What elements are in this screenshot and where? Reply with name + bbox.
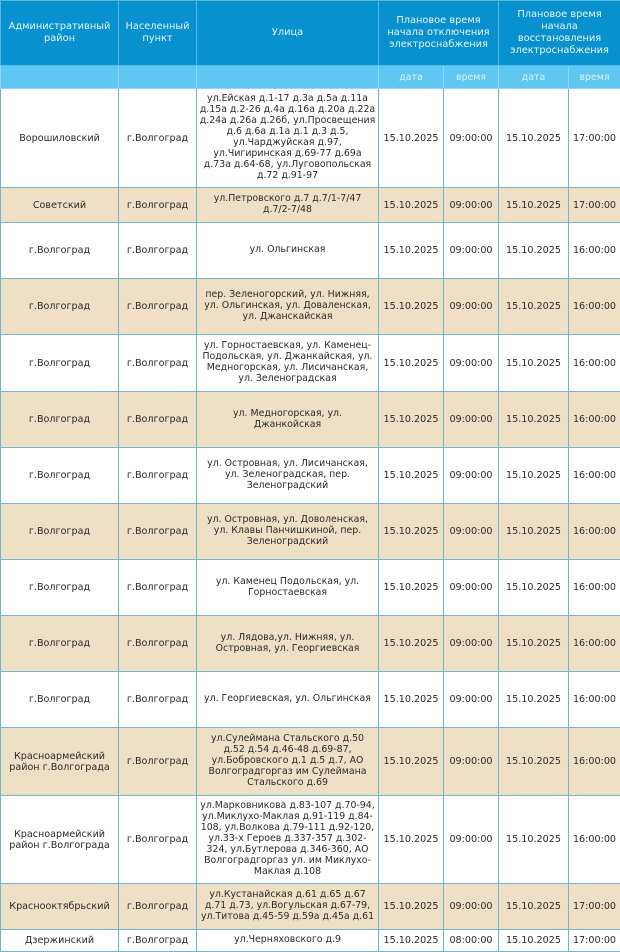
cell-street: ул. Медногорская, ул. Джанкойская (197, 392, 379, 448)
cell-off-date: 15.10.2025 (379, 448, 444, 504)
cell-off-date: 15.10.2025 (379, 796, 444, 884)
cell-on-time: 16:00:00 (569, 504, 620, 560)
cell-district: Красноармейский район г.Волгограда (1, 796, 119, 884)
cell-off-time: 09:00:00 (444, 560, 499, 616)
cell-district: Краснооктябрьский (1, 884, 119, 930)
subheader-date: дата (379, 66, 444, 89)
header-district: Административный район (1, 1, 119, 66)
table-row (1, 884, 620, 930)
cell-off-time: 09:00:00 (444, 796, 499, 884)
subheader-empty (197, 66, 379, 89)
cell-on-time: 16:00:00 (569, 335, 620, 392)
cell-off-time: 08:00:00 (444, 930, 499, 952)
cell-city: г.Волгоград (119, 335, 197, 392)
cell-off-date: 15.10.2025 (379, 188, 444, 223)
subheader-empty (119, 66, 197, 89)
cell-off-date: 15.10.2025 (379, 392, 444, 448)
table-row (1, 728, 620, 796)
table-row (1, 504, 620, 560)
table-row (1, 335, 620, 392)
cell-on-time: 16:00:00 (569, 616, 620, 672)
cell-district: г.Волгоград (1, 504, 119, 560)
cell-on-time: 16:00:00 (569, 392, 620, 448)
cell-off-date: 15.10.2025 (379, 728, 444, 796)
cell-on-date: 15.10.2025 (499, 504, 569, 560)
cell-on-time: 16:00:00 (569, 223, 620, 279)
cell-city: г.Волгоград (119, 616, 197, 672)
table-row (1, 930, 620, 952)
cell-off-time: 09:00:00 (444, 448, 499, 504)
table-row (1, 223, 620, 279)
cell-off-time: 09:00:00 (444, 504, 499, 560)
header-street: Улица (197, 1, 379, 66)
subheader-row (1, 66, 620, 89)
cell-off-date: 15.10.2025 (379, 884, 444, 930)
cell-on-date: 15.10.2025 (499, 89, 569, 188)
cell-on-date: 15.10.2025 (499, 335, 569, 392)
cell-on-time: 16:00:00 (569, 448, 620, 504)
cell-district: г.Волгоград (1, 448, 119, 504)
cell-on-time: 16:00:00 (569, 728, 620, 796)
cell-on-date: 15.10.2025 (499, 223, 569, 279)
cell-city: г.Волгоград (119, 279, 197, 335)
cell-district: Дзержинский (1, 930, 119, 952)
cell-on-time: 17:00:00 (569, 188, 620, 223)
cell-on-time: 16:00:00 (569, 796, 620, 884)
cell-off-time: 09:00:00 (444, 89, 499, 188)
cell-on-date: 15.10.2025 (499, 392, 569, 448)
subheader-time: время (444, 66, 499, 89)
cell-street: ул.Ейская д.1-17 д.3а д.5а д.11а д.15а д.2-26 д.4а д.16а д.20а д.22а д.24а д.26а д.26б, ул.Просвещения д.6 д.6а д.1а д.1 д.3 д.5, ул.Чарджуйская д.97, ул.Чигиринская д.69-77 д.69а д.73а д.64-68, ул.Луговопольская д.72 д.91-97 (197, 89, 379, 188)
cell-off-time: 09:00:00 (444, 616, 499, 672)
cell-street: ул.Черняховского д.9 (197, 930, 379, 952)
subheader-date: дата (499, 66, 569, 89)
cell-off-date: 15.10.2025 (379, 89, 444, 188)
cell-off-date: 15.10.2025 (379, 504, 444, 560)
cell-district: г.Волгоград (1, 335, 119, 392)
table-row (1, 672, 620, 728)
table-row (1, 796, 620, 884)
cell-city: г.Волгоград (119, 223, 197, 279)
cell-on-date: 15.10.2025 (499, 796, 569, 884)
table-row (1, 279, 620, 335)
header-settlement: Населенный пункт (119, 1, 197, 66)
cell-off-date: 15.10.2025 (379, 672, 444, 728)
cell-off-date: 15.10.2025 (379, 279, 444, 335)
cell-on-time: 16:00:00 (569, 672, 620, 728)
cell-on-time: 16:00:00 (569, 560, 620, 616)
cell-on-date: 15.10.2025 (499, 672, 569, 728)
cell-off-date: 15.10.2025 (379, 616, 444, 672)
cell-district: Красноармейский район г.Волгограда (1, 728, 119, 796)
header-outage-start: Плановое время начала отключения электроснабжения (379, 1, 499, 66)
cell-off-time: 09:00:00 (444, 223, 499, 279)
cell-city: г.Волгоград (119, 796, 197, 884)
cell-city: г.Волгоград (119, 672, 197, 728)
cell-on-date: 15.10.2025 (499, 616, 569, 672)
cell-on-time: 17:00:00 (569, 930, 620, 952)
cell-district: г.Волгоград (1, 279, 119, 335)
cell-district: г.Волгоград (1, 616, 119, 672)
cell-street: ул. Каменец Подольская, ул. Горностаевская (197, 560, 379, 616)
cell-district: г.Волгоград (1, 223, 119, 279)
cell-on-date: 15.10.2025 (499, 188, 569, 223)
cell-street: ул.Кустанайская д.61 д.65 д.67 д.71 д.73, ул.Вогульская д.67-79, ул.Титова д.45-59 д.59а д.45а д.61 (197, 884, 379, 930)
cell-off-time: 09:00:00 (444, 884, 499, 930)
cell-on-time: 17:00:00 (569, 89, 620, 188)
cell-city: г.Волгоград (119, 89, 197, 188)
cell-on-time: 16:00:00 (569, 279, 620, 335)
table-row (1, 392, 620, 448)
header-row (1, 1, 620, 66)
cell-street: ул. Ольгинская (197, 223, 379, 279)
cell-on-date: 15.10.2025 (499, 884, 569, 930)
table-row (1, 560, 620, 616)
cell-off-time: 09:00:00 (444, 672, 499, 728)
cell-street: ул. Островная, ул. Доволенская, ул. Клавы Панчишкиной, пер. Зеленоградский (197, 504, 379, 560)
cell-city: г.Волгоград (119, 392, 197, 448)
cell-off-time: 09:00:00 (444, 728, 499, 796)
cell-street: ул. Георгиевская, ул. Ольгинская (197, 672, 379, 728)
header-restore-start: Плановое время начала восстановления электроснабжения (499, 1, 620, 66)
cell-street: ул. Лядова,ул. Нижняя, ул. Островная, ул. Георгиевская (197, 616, 379, 672)
cell-district: г.Волгоград (1, 672, 119, 728)
table-row (1, 448, 620, 504)
cell-street: ул. Островная, ул. Лисичанская, ул. Зеленоградская, пер. Зеленоградский (197, 448, 379, 504)
cell-city: г.Волгоград (119, 188, 197, 223)
subheader-empty (1, 66, 119, 89)
cell-street: пер. Зеленогорский, ул. Нижняя, ул. Ольгинская, ул. Доваленская, ул. Джанскайская (197, 279, 379, 335)
cell-city: г.Волгоград (119, 448, 197, 504)
cell-off-time: 09:00:00 (444, 188, 499, 223)
cell-on-date: 15.10.2025 (499, 279, 569, 335)
cell-street: ул.Петровского д.7 д.7/1-7/47 д.7/2-7/48 (197, 188, 379, 223)
cell-on-date: 15.10.2025 (499, 560, 569, 616)
cell-district: г.Волгоград (1, 392, 119, 448)
cell-district: Ворошиловский (1, 89, 119, 188)
cell-city: г.Волгоград (119, 560, 197, 616)
cell-city: г.Волгоград (119, 930, 197, 952)
cell-off-date: 15.10.2025 (379, 335, 444, 392)
cell-on-date: 15.10.2025 (499, 448, 569, 504)
cell-off-time: 09:00:00 (444, 279, 499, 335)
table-row (1, 89, 620, 188)
cell-city: г.Волгоград (119, 728, 197, 796)
cell-city: г.Волгоград (119, 504, 197, 560)
cell-district: г.Волгоград (1, 560, 119, 616)
table-row (1, 188, 620, 223)
cell-street: ул.Марковникова д.83-107 д.70-94, ул.Миклухо-Маклая д.91-119 д.84-108, ул.Волкова д.79-111 д.92-120, ул.33-х Героев д.337-357 д.302-324, ул.Бутлерова д.346-360, АО Волгоградгоргаз ул. им Миклухо-Маклая д.108 (197, 796, 379, 884)
cell-on-date: 15.10.2025 (499, 728, 569, 796)
subheader-time: время (569, 66, 620, 89)
cell-district: Советский (1, 188, 119, 223)
cell-off-date: 15.10.2025 (379, 223, 444, 279)
cell-street: ул.Сулеймана Стальского д.50 д.52 д.54 д.46-48 д.69-87, ул.Бобровского д.1 д.5 д.7, АО Волгоградгоргаз им Сулеймана Стальского д.69 (197, 728, 379, 796)
table-row (1, 616, 620, 672)
cell-on-time: 17:00:00 (569, 884, 620, 930)
cell-on-date: 15.10.2025 (499, 930, 569, 952)
cell-off-date: 15.10.2025 (379, 930, 444, 952)
cell-city: г.Волгоград (119, 884, 197, 930)
cell-street: ул. Горностаевская, ул. Каменец-Подольская, ул. Джанкайская, ул. Медногорская, ул. Лисичанская, ул. Зеленоградская (197, 335, 379, 392)
cell-off-date: 15.10.2025 (379, 560, 444, 616)
cell-off-time: 09:00:00 (444, 392, 499, 448)
cell-off-time: 09:00:00 (444, 335, 499, 392)
